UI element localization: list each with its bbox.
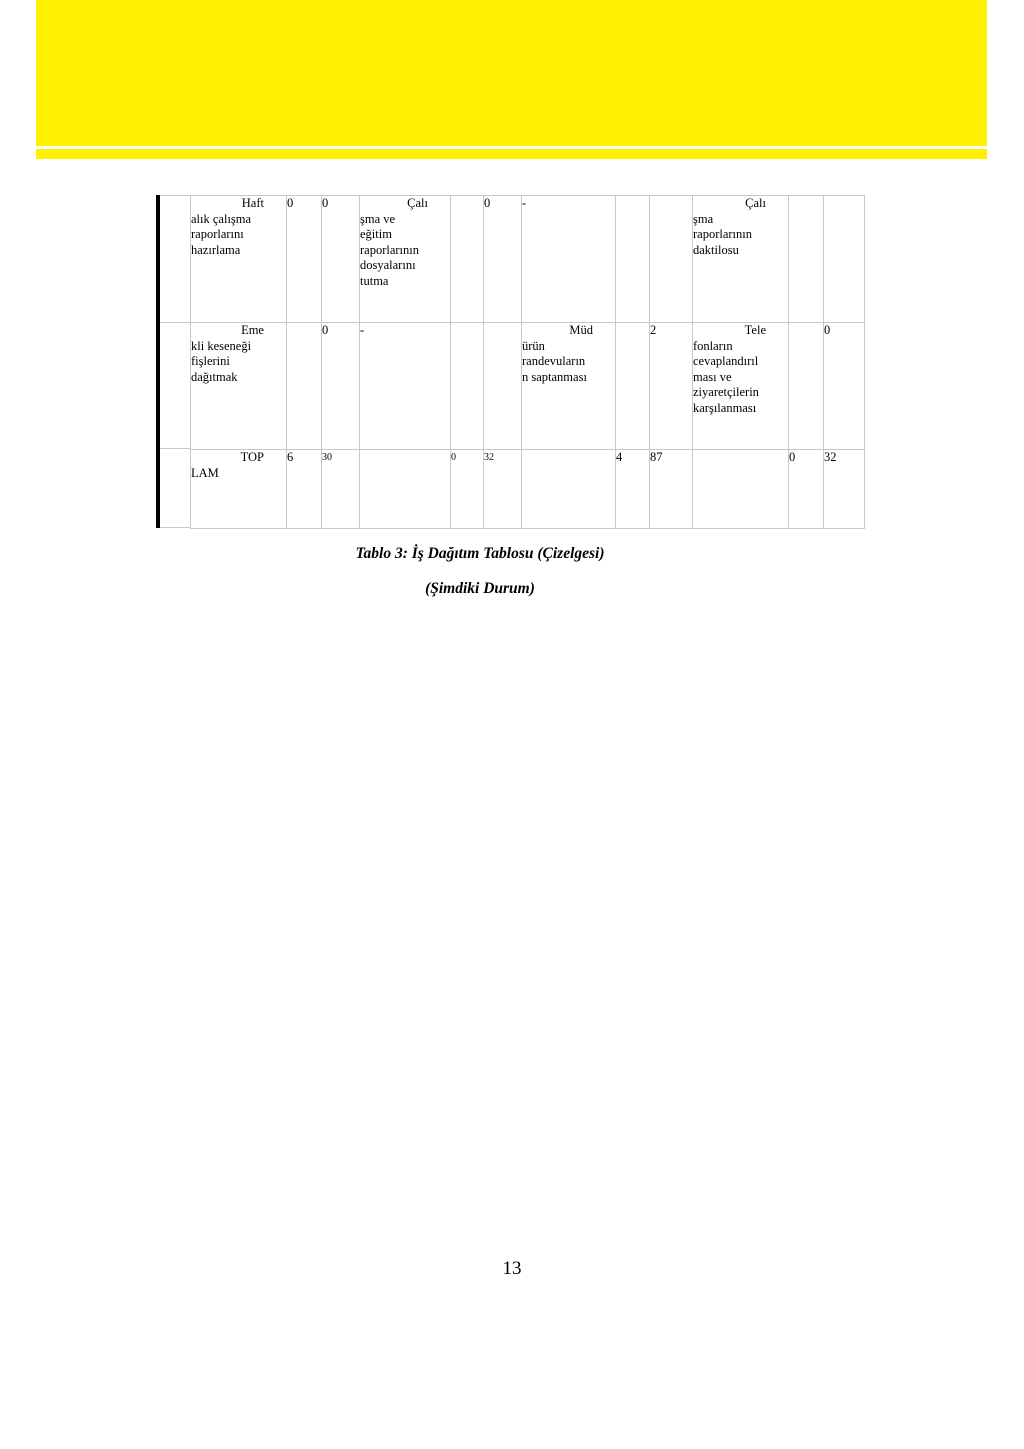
- task-lead: Müd: [569, 323, 593, 337]
- task-cell: [522, 323, 616, 450]
- total-cell: 6: [287, 450, 322, 529]
- table-caption: Tablo 3: İş Dağıtım Tablosu (Çizelgesi): [355, 545, 605, 562]
- table-row: [191, 323, 865, 450]
- total-cell: [693, 450, 789, 529]
- table-caption-subtitle: (Şimdiki Durum): [425, 580, 535, 597]
- hours-cell: 0: [322, 196, 360, 323]
- task-lead: Çalı: [407, 196, 428, 210]
- hours-cell: [287, 323, 322, 450]
- total-cell: 0: [451, 450, 484, 529]
- hours-cell: [789, 323, 824, 450]
- page-number: 13: [502, 1258, 522, 1279]
- work-distribution-table: [190, 195, 865, 529]
- task-text: -: [360, 323, 365, 337]
- task-cell: [191, 323, 287, 450]
- hours-cell: 0: [484, 196, 522, 323]
- total-cell: 30: [322, 450, 360, 529]
- task-text: şma raporlarının daktilosu: [693, 211, 753, 257]
- hours-cell: 2: [650, 323, 693, 450]
- total-cell: [522, 450, 616, 529]
- task-lead: Çalı: [745, 196, 766, 210]
- table-row-total: [191, 450, 865, 529]
- hours-cell: 0: [322, 323, 360, 450]
- task-cell: [360, 323, 451, 450]
- hours-cell: [650, 196, 693, 323]
- header-yellow-stripe: [36, 149, 987, 159]
- task-text: şma ve eğitim raporlarının dosyalarını tutma: [360, 211, 420, 288]
- task-text: -: [522, 196, 527, 210]
- task-lead: Tele: [744, 323, 766, 337]
- gutter-divider: [160, 448, 190, 449]
- task-text: ürün randevuların n saptanması: [522, 338, 587, 384]
- total-cell: 0: [789, 450, 824, 529]
- total-cell: 32: [824, 450, 865, 529]
- hours-cell: [789, 196, 824, 323]
- total-cell: [360, 450, 451, 529]
- total-cell: 4: [616, 450, 650, 529]
- total-label-cell: [191, 450, 287, 529]
- task-cell: [522, 196, 616, 323]
- task-lead: Eme: [241, 323, 264, 337]
- hours-cell: [824, 196, 865, 323]
- total-cell: 87: [650, 450, 693, 529]
- header-yellow-band: [36, 0, 987, 146]
- gutter-divider: [160, 322, 190, 323]
- task-cell: [360, 196, 451, 323]
- hours-cell: [451, 196, 484, 323]
- total-lead: TOP: [240, 450, 264, 464]
- task-text: kli keseneği fişlerini dağıtmak: [191, 338, 252, 384]
- table-row: [191, 196, 865, 323]
- task-lead: Haft: [241, 196, 264, 210]
- task-text: alık çalışma raporlarını hazırlama: [191, 211, 252, 257]
- hours-cell: [616, 323, 650, 450]
- task-cell: [693, 323, 789, 450]
- hours-cell: [484, 323, 522, 450]
- total-cell: 32: [484, 450, 522, 529]
- hours-cell: 0: [824, 323, 865, 450]
- total-text: LAM: [191, 465, 219, 480]
- task-cell: [191, 196, 287, 323]
- hours-cell: [616, 196, 650, 323]
- hours-cell: 0: [287, 196, 322, 323]
- table-left-gutter: [160, 195, 190, 528]
- hours-cell: [451, 323, 484, 450]
- task-text: fonların cevaplandırıl ması ve ziyaretçilerin karşılanması: [693, 338, 759, 415]
- task-cell: [693, 196, 789, 323]
